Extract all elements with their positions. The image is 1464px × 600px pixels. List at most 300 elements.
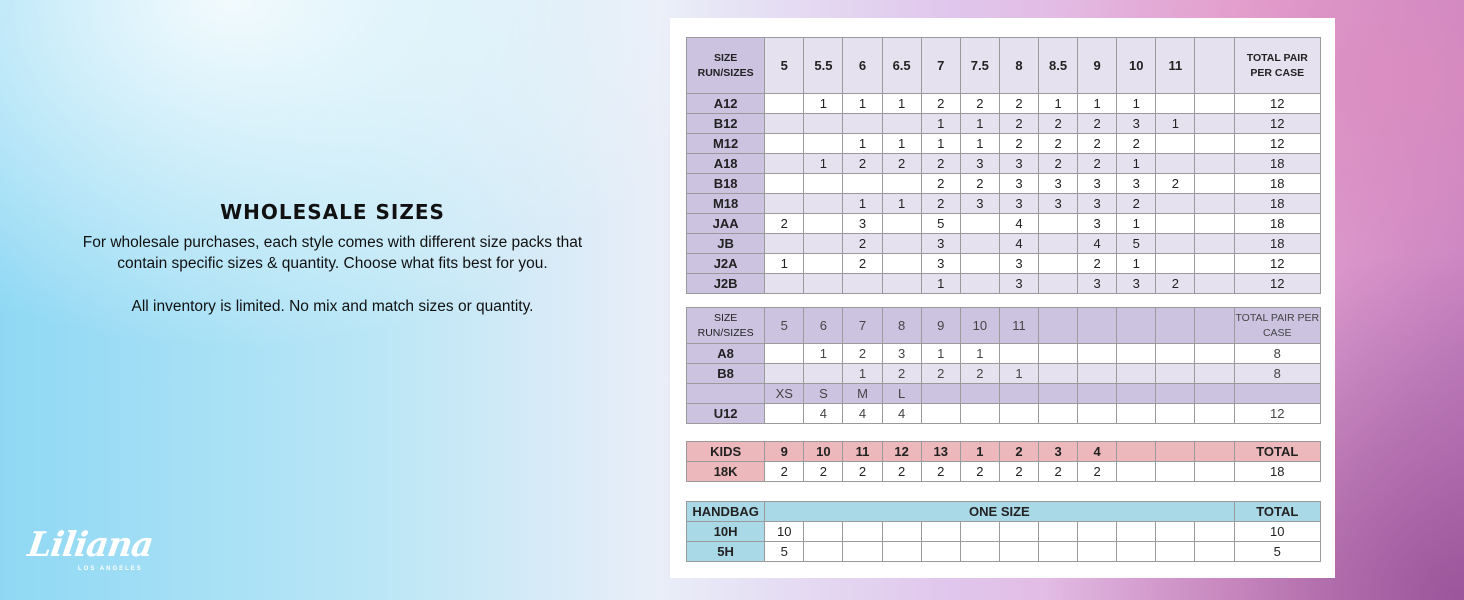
quantity-cell (1195, 94, 1234, 114)
size-header-cell: 6 (804, 308, 843, 344)
quantity-cell: 1 (843, 134, 882, 154)
quantity-cell (882, 174, 921, 194)
row-label-cell: U12 (687, 404, 765, 424)
quantity-cell: 2 (1117, 194, 1156, 214)
size-header-cell: 9 (921, 308, 960, 344)
quantity-cell (1156, 194, 1195, 214)
quantity-cell (1156, 134, 1195, 154)
quantity-cell (960, 254, 999, 274)
quantity-cell: 2 (1078, 114, 1117, 134)
size-header-cell: 11 (1156, 38, 1195, 94)
quantity-cell (804, 114, 843, 134)
page-title: WHOLESALE SIZES (220, 200, 445, 224)
row-label-cell: B12 (687, 114, 765, 134)
table-row (687, 234, 1321, 254)
quantity-cell: 2 (843, 234, 882, 254)
row-label-cell: A18 (687, 154, 765, 174)
quantity-cell (804, 234, 843, 254)
quantity-cell: 2 (960, 174, 999, 194)
row-label-cell: A8 (687, 344, 765, 364)
table-row (687, 254, 1321, 274)
header-label-cell: KIDS (687, 442, 765, 462)
table-row (687, 542, 1321, 562)
quantity-cell: 1 (921, 114, 960, 134)
quantity-cell (1156, 254, 1195, 274)
size-header-cell: 4 (1078, 442, 1117, 462)
size-header-cell: 6 (843, 38, 882, 94)
row-total-cell: 18 (1234, 462, 1320, 482)
size-header-cell (1117, 442, 1156, 462)
size-header-cell: 10 (804, 442, 843, 462)
quantity-cell: 5 (921, 214, 960, 234)
size-header-cell (1039, 308, 1078, 344)
quantity-cell (882, 522, 921, 542)
table-row (687, 194, 1321, 214)
quantity-cell: 1 (1117, 154, 1156, 174)
size-header-cell: 11 (999, 308, 1038, 344)
quantity-cell (1195, 364, 1234, 384)
quantity-cell: 1 (1156, 114, 1195, 134)
size-header-cell (1195, 308, 1234, 344)
header-label-cell: HANDBAG (687, 502, 765, 522)
quantity-cell: 3 (1078, 274, 1117, 294)
size-header-cell: 5 (765, 38, 804, 94)
quantity-cell (1078, 522, 1117, 542)
quantity-cell: 2 (1078, 462, 1117, 482)
size-header-cell: 8.5 (1039, 38, 1078, 94)
intro-section (80, 200, 585, 317)
quantity-cell (1117, 344, 1156, 364)
quantity-cell (921, 384, 960, 404)
size-header-cell: 12 (882, 442, 921, 462)
quantity-cell: 2 (921, 462, 960, 482)
header-row (687, 38, 1321, 94)
size-header-cell: 5 (765, 308, 804, 344)
size-chart-panel (670, 18, 1335, 578)
quantity-cell: 2 (960, 364, 999, 384)
quantity-cell: 4 (999, 214, 1038, 234)
row-label-cell: J2A (687, 254, 765, 274)
table-row (687, 462, 1321, 482)
quantity-cell (1039, 274, 1078, 294)
row-label-cell: B8 (687, 364, 765, 384)
quantity-cell (1039, 214, 1078, 234)
quantity-cell: 1 (882, 134, 921, 154)
quantity-cell (882, 542, 921, 562)
quantity-cell (1039, 254, 1078, 274)
quantity-cell: 2 (882, 462, 921, 482)
quantity-cell (1117, 542, 1156, 562)
brand-logo (25, 525, 156, 578)
quantity-cell (882, 114, 921, 134)
quantity-cell: 2 (960, 94, 999, 114)
quantity-cell (1195, 134, 1234, 154)
quantity-cell: 3 (999, 154, 1038, 174)
quantity-cell (1156, 462, 1195, 482)
size-header-cell (1156, 308, 1195, 344)
row-label-cell: A12 (687, 94, 765, 114)
quantity-cell: 2 (999, 134, 1038, 154)
quantity-cell: 2 (804, 462, 843, 482)
quantity-cell (1117, 364, 1156, 384)
quantity-cell (1078, 384, 1117, 404)
size-run-table-2 (686, 307, 1321, 424)
row-total-cell: 12 (1234, 94, 1320, 114)
quantity-cell: 2 (999, 462, 1038, 482)
quantity-cell (921, 404, 960, 424)
quantity-cell (1156, 344, 1195, 364)
quantity-cell (1117, 384, 1156, 404)
row-label-cell: JB (687, 234, 765, 254)
quantity-cell: 4 (843, 404, 882, 424)
quantity-cell: 1 (999, 364, 1038, 384)
quantity-cell: 1 (843, 94, 882, 114)
quantity-cell (765, 404, 804, 424)
quantity-cell (804, 522, 843, 542)
quantity-cell (1195, 254, 1234, 274)
quantity-cell: 2 (843, 154, 882, 174)
table-row (687, 384, 1321, 404)
quantity-cell (1156, 404, 1195, 424)
size-header-cell: 10 (960, 308, 999, 344)
total-header-cell: TOTAL PAIR PER CASE (1234, 308, 1320, 344)
one-size-header-cell: ONE SIZE (765, 502, 1234, 522)
row-total-cell: 12 (1234, 254, 1320, 274)
quantity-cell (843, 114, 882, 134)
row-label-cell: B18 (687, 174, 765, 194)
row-total-cell: 18 (1234, 174, 1320, 194)
quantity-cell: 3 (1117, 274, 1156, 294)
quantity-cell (1039, 542, 1078, 562)
quantity-cell: 1 (843, 364, 882, 384)
quantity-cell (804, 542, 843, 562)
quantity-cell (765, 174, 804, 194)
quantity-cell: 3 (921, 234, 960, 254)
size-header-cell: 9 (1078, 38, 1117, 94)
quantity-cell: 3 (999, 274, 1038, 294)
quantity-cell (882, 274, 921, 294)
quantity-cell (999, 344, 1038, 364)
quantity-cell (960, 522, 999, 542)
quantity-cell (1156, 364, 1195, 384)
size-header-cell: 8 (999, 38, 1038, 94)
quantity-cell: 1 (921, 344, 960, 364)
header-label-cell: SIZE RUN/SIZES (687, 38, 765, 94)
header-row (687, 442, 1321, 462)
quantity-cell: 2 (921, 364, 960, 384)
table-row (687, 344, 1321, 364)
quantity-cell (999, 384, 1038, 404)
inventory-note: All inventory is limited. No mix and match sizes or quantity. (131, 298, 534, 315)
quantity-cell (921, 522, 960, 542)
quantity-cell (882, 214, 921, 234)
quantity-cell: 2 (843, 254, 882, 274)
quantity-cell (1156, 384, 1195, 404)
description-text: For wholesale purchases, each style comes with different size packs that contain specific sizes & quantity. Choose what fits best for you. (82, 234, 583, 272)
quantity-cell: 3 (1078, 214, 1117, 234)
quantity-cell: 2 (843, 462, 882, 482)
quantity-cell: 2 (921, 94, 960, 114)
handbag-size-table (686, 501, 1321, 562)
row-label-cell: 10H (687, 522, 765, 542)
quantity-cell (960, 384, 999, 404)
brand-logo-subtitle: LOS ANGELES (78, 566, 143, 572)
quantity-cell: 2 (1078, 134, 1117, 154)
quantity-cell (1195, 174, 1234, 194)
quantity-cell: 3 (1117, 174, 1156, 194)
quantity-cell (1156, 214, 1195, 234)
row-total-cell: 12 (1234, 404, 1320, 424)
row-label-cell: J2B (687, 274, 765, 294)
row-label-cell: JAA (687, 214, 765, 234)
quantity-cell (804, 274, 843, 294)
total-header-cell: TOTAL (1234, 442, 1320, 462)
quantity-cell (1078, 344, 1117, 364)
quantity-cell (1078, 542, 1117, 562)
quantity-cell: 4 (999, 234, 1038, 254)
row-total-cell: 5 (1234, 542, 1320, 562)
quantity-cell: 3 (921, 254, 960, 274)
quantity-cell (1117, 462, 1156, 482)
quantity-cell: S (804, 384, 843, 404)
quantity-cell (960, 542, 999, 562)
quantity-cell (1039, 234, 1078, 254)
size-header-cell: 2 (999, 442, 1038, 462)
size-header-cell: 10 (1117, 38, 1156, 94)
quantity-cell (1195, 114, 1234, 134)
quantity-cell: 2 (1039, 154, 1078, 174)
quantity-cell (1195, 214, 1234, 234)
quantity-cell (999, 522, 1038, 542)
quantity-cell: 1 (1117, 214, 1156, 234)
size-header-cell (1078, 308, 1117, 344)
quantity-cell (960, 234, 999, 254)
quantity-cell: 5 (765, 542, 804, 562)
quantity-cell: 3 (1078, 194, 1117, 214)
size-header-cell: 7 (921, 38, 960, 94)
size-header-cell (1195, 442, 1234, 462)
quantity-cell (765, 344, 804, 364)
row-total-cell: 12 (1234, 114, 1320, 134)
quantity-cell: 1 (882, 94, 921, 114)
quantity-cell: 3 (1117, 114, 1156, 134)
row-total-cell: 8 (1234, 364, 1320, 384)
quantity-cell (1195, 522, 1234, 542)
quantity-cell: 2 (765, 214, 804, 234)
quantity-cell (1039, 522, 1078, 542)
table-row (687, 364, 1321, 384)
quantity-cell: L (882, 384, 921, 404)
quantity-cell (1195, 344, 1234, 364)
brand-logo-wordmark: Liliana (25, 525, 156, 565)
quantity-cell: 4 (804, 404, 843, 424)
quantity-cell (999, 542, 1038, 562)
quantity-cell: 2 (1078, 154, 1117, 174)
quantity-cell (1195, 404, 1234, 424)
quantity-cell: 2 (999, 94, 1038, 114)
quantity-cell: 1 (960, 134, 999, 154)
table-row (687, 404, 1321, 424)
total-header-cell: TOTAL PAIR PER CASE (1234, 38, 1320, 94)
quantity-cell (843, 174, 882, 194)
row-label-cell: 5H (687, 542, 765, 562)
quantity-cell (1156, 94, 1195, 114)
quantity-cell (1039, 364, 1078, 384)
quantity-cell: 2 (1039, 114, 1078, 134)
quantity-cell: 3 (999, 194, 1038, 214)
table-row (687, 114, 1321, 134)
row-total-cell: 12 (1234, 274, 1320, 294)
quantity-cell: 3 (1078, 174, 1117, 194)
quantity-cell: 3 (960, 194, 999, 214)
quantity-cell (765, 134, 804, 154)
quantity-cell: 4 (1078, 234, 1117, 254)
quantity-cell (960, 404, 999, 424)
quantity-cell (804, 194, 843, 214)
quantity-cell: 3 (882, 344, 921, 364)
quantity-cell (765, 274, 804, 294)
quantity-cell (960, 214, 999, 234)
quantity-cell: 2 (882, 154, 921, 174)
quantity-cell: 2 (999, 114, 1038, 134)
quantity-cell (765, 194, 804, 214)
quantity-cell: M (843, 384, 882, 404)
size-header-cell: 1 (960, 442, 999, 462)
quantity-cell: 1 (804, 154, 843, 174)
quantity-cell: 1 (843, 194, 882, 214)
quantity-cell: XS (765, 384, 804, 404)
quantity-cell (1195, 542, 1234, 562)
quantity-cell: 2 (765, 462, 804, 482)
quantity-cell (765, 234, 804, 254)
table-row (687, 154, 1321, 174)
quantity-cell: 3 (999, 174, 1038, 194)
quantity-cell: 2 (1156, 274, 1195, 294)
quantity-cell: 1 (804, 94, 843, 114)
quantity-cell (1078, 404, 1117, 424)
quantity-cell (1078, 364, 1117, 384)
quantity-cell: 4 (882, 404, 921, 424)
size-header-cell: 6.5 (882, 38, 921, 94)
size-header-cell (1195, 38, 1234, 94)
quantity-cell: 1 (960, 344, 999, 364)
row-total-cell: 12 (1234, 134, 1320, 154)
row-total-cell: 18 (1234, 214, 1320, 234)
quantity-cell: 2 (960, 462, 999, 482)
quantity-cell: 1 (960, 114, 999, 134)
quantity-cell: 10 (765, 522, 804, 542)
row-label-cell (687, 384, 765, 404)
quantity-cell (882, 234, 921, 254)
quantity-cell: 2 (1039, 134, 1078, 154)
quantity-cell: 1 (1117, 94, 1156, 114)
quantity-cell (1156, 234, 1195, 254)
row-label-cell: M12 (687, 134, 765, 154)
quantity-cell: 2 (1078, 254, 1117, 274)
quantity-cell: 2 (921, 194, 960, 214)
size-header-cell: 8 (882, 308, 921, 344)
quantity-cell: 2 (1156, 174, 1195, 194)
quantity-cell (804, 134, 843, 154)
quantity-cell: 3 (999, 254, 1038, 274)
size-header-cell (1117, 308, 1156, 344)
quantity-cell (921, 542, 960, 562)
quantity-cell: 1 (882, 194, 921, 214)
table-row (687, 274, 1321, 294)
quantity-cell: 3 (960, 154, 999, 174)
quantity-cell (1039, 384, 1078, 404)
quantity-cell (1195, 462, 1234, 482)
quantity-cell (843, 522, 882, 542)
size-header-cell: 7.5 (960, 38, 999, 94)
quantity-cell (1039, 404, 1078, 424)
quantity-cell (999, 404, 1038, 424)
quantity-cell (804, 254, 843, 274)
size-header-cell: 13 (921, 442, 960, 462)
header-row (687, 502, 1321, 522)
quantity-cell: 3 (1039, 194, 1078, 214)
row-total-cell: 18 (1234, 194, 1320, 214)
size-header-cell: 5.5 (804, 38, 843, 94)
quantity-cell (765, 94, 804, 114)
quantity-cell: 1 (921, 134, 960, 154)
row-total-cell: 18 (1234, 154, 1320, 174)
quantity-cell (804, 214, 843, 234)
quantity-cell (1039, 344, 1078, 364)
quantity-cell (960, 274, 999, 294)
quantity-cell: 3 (843, 214, 882, 234)
quantity-cell: 2 (1117, 134, 1156, 154)
row-total-cell: 18 (1234, 234, 1320, 254)
row-total-cell (1234, 384, 1320, 404)
quantity-cell (765, 154, 804, 174)
quantity-cell (1117, 404, 1156, 424)
header-label-cell: SIZE RUN/SIZES (687, 308, 765, 344)
quantity-cell (765, 114, 804, 134)
quantity-cell (804, 174, 843, 194)
quantity-cell: 3 (1039, 174, 1078, 194)
table-row (687, 214, 1321, 234)
header-row (687, 308, 1321, 344)
quantity-cell (1195, 154, 1234, 174)
quantity-cell (1156, 154, 1195, 174)
quantity-cell: 5 (1117, 234, 1156, 254)
quantity-cell (843, 542, 882, 562)
quantity-cell (1195, 234, 1234, 254)
size-run-table (686, 37, 1321, 294)
row-total-cell: 10 (1234, 522, 1320, 542)
size-header-cell: 7 (843, 308, 882, 344)
quantity-cell (1195, 194, 1234, 214)
row-label-cell: M18 (687, 194, 765, 214)
size-header-cell (1156, 442, 1195, 462)
quantity-cell (882, 254, 921, 274)
table-row (687, 94, 1321, 114)
quantity-cell: 1 (1039, 94, 1078, 114)
quantity-cell (1156, 542, 1195, 562)
size-header-cell: 9 (765, 442, 804, 462)
quantity-cell: 1 (1078, 94, 1117, 114)
quantity-cell (843, 274, 882, 294)
kids-size-table (686, 441, 1321, 482)
row-total-cell: 8 (1234, 344, 1320, 364)
quantity-cell (1195, 274, 1234, 294)
table-row (687, 522, 1321, 542)
size-header-cell: 11 (843, 442, 882, 462)
table-row (687, 174, 1321, 194)
table-row (687, 134, 1321, 154)
quantity-cell: 1 (921, 274, 960, 294)
